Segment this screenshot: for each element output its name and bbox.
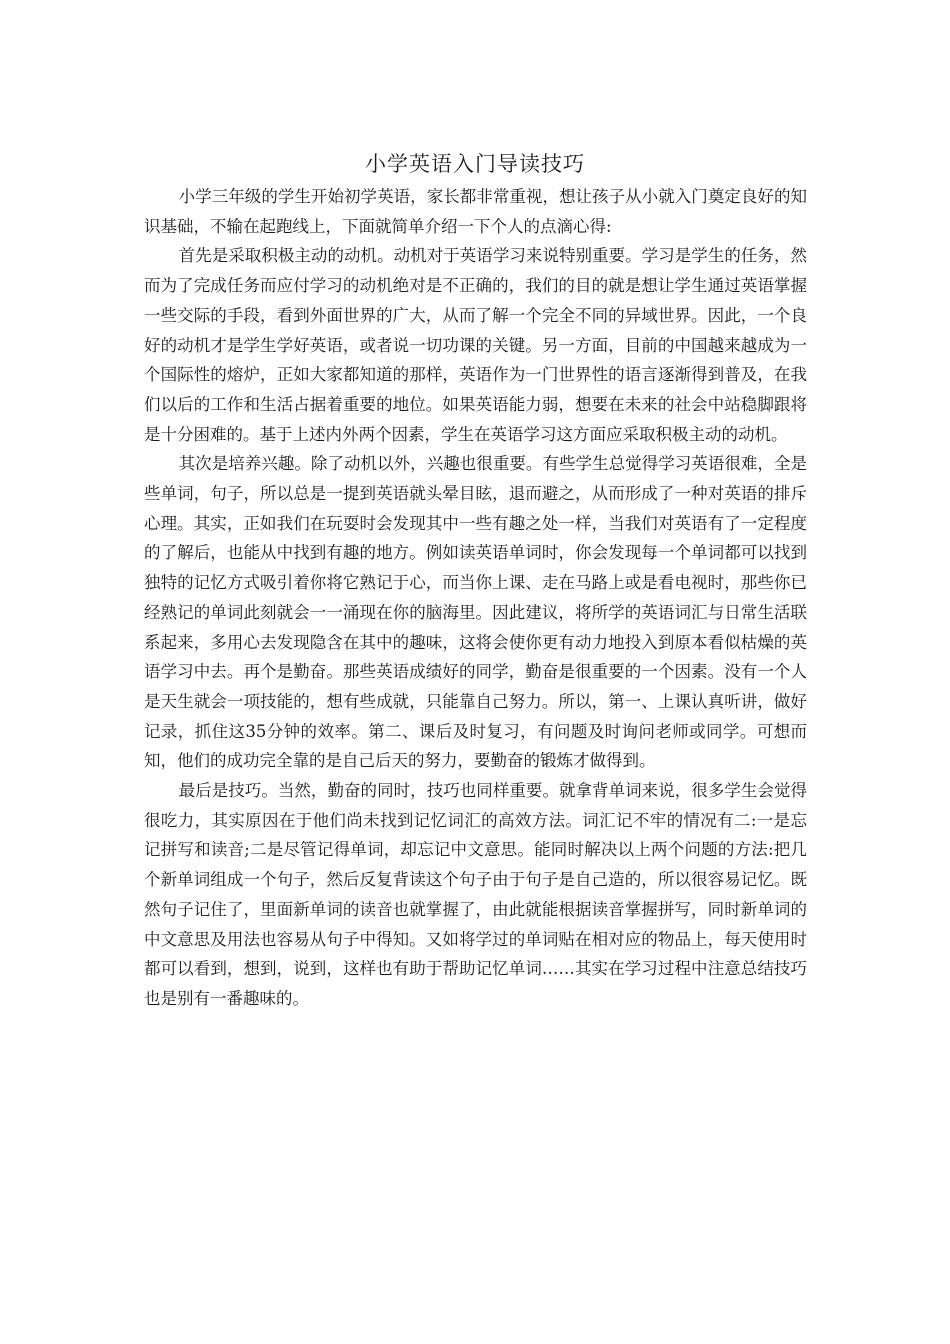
paragraph-intro: 小学三年级的学生开始初学英语，家长都非常重视，想让孩子从小就入门奠定良好的知识基础，不输在起跑线上，下面就简单介绍一下个人的点滴心得: (144, 187, 807, 236)
paragraph-interest: 其次是培养兴趣。除了动机以外，兴趣也很重要。有些学生总觉得学习英语很难，全是些单词，句子，所以总是一提到英语就头晕目眩，退而避之，从而形成了一种对英语的排斥心理。其实，正如我们在玩耍时会发现其中一些有趣之处一样，当我们对英语有了一定程度的了解后，也能从中找到有趣的地方。例如读英语单词时，你会发现每一个单词都可以找到独特的记忆方式吸引着你将它熟记于心，而当你上课、走在马路上或是看电视时，那些你已经熟记的单词此刻就会一一涌现在你的脑海里。因此建议，将所学的英语词汇与日常生活联系起来，多用心去发现隐含在其中的趣味，这将会使你更有动力地投入到原本看似枯燥的英语学习中去。再个是勤奋。那些英语成绩好的同学，勤奋是很重要的一个因素。没有一个人是天生就会一项技能的，想有些成就，只能靠自己努力。所以，第一、上课认真听讲，做好记录，抓住这35分钟的效率。第二、课后及时复习，有问题及时询问老师或同学。可想而知，他们的成功完全靠的是自己后天的努力，要勤奋的锻炼才做得到。 (144, 454, 807, 771)
document-body (144, 182, 807, 1014)
paragraph-technique: 最后是技巧。当然，勤奋的同时，技巧也同样重要。就拿背单词来说，很多学生会觉得很吃力，其实原因在于他们尚未找到记忆词汇的高效方法。词汇记不牢的情况有二:一是忘记拼写和读音;二是尽管记得单词，却忘记中文意思。能同时解决以上两个问题的方法:把几个新单词组成一个句子，然后反复背读这个句子由于句子是自己造的，所以很容易记忆。既然句子记住了，里面新单词的读音也就掌握了，由此就能根据读音掌握拼写，同时新单词的中文意思及用法也容易从句子中得知。又如将学过的单词贴在相对应的物品上，每天使用时都可以看到，想到，说到，这样也有助于帮助记忆单词……其实在学习过程中注意总结技巧也是别有一番趣味的。 (144, 781, 807, 1008)
document-title: 小学英语入门导读技巧 (365, 152, 585, 176)
paragraph-motivation: 首先是采取积极主动的动机。动机对于英语学习来说特别重要。学习是学生的任务，然而为了完成任务而应付学习的动机绝对是不正确的，我们的目的就是想让学生通过英语掌握一些交际的手段，看到外面世界的广大，从而了解一个完全不同的异域世界。因此，一个良好的动机才是学生学好英语，或者说一切功课的关键。另一方面，目前的中国越来越成为一个国际性的熔炉，正如大家都知道的那样，英语作为一门世界性的语言逐渐得到普及，在我们以后的工作和生活占据着重要的地位。如果英语能力弱，想要在未来的社会中站稳脚跟将是十分困难的。基于上述内外两个因素，学生在英语学习这方面应采取积极主动的动机。 (144, 246, 807, 444)
